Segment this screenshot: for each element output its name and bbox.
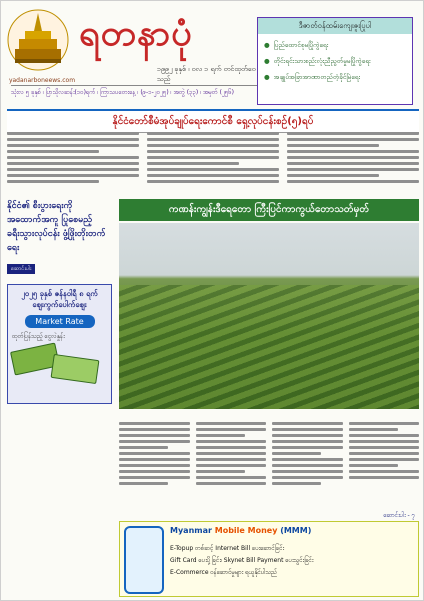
objective-text: ပြည်ထောင်စုမပြိုကွဲရေး <box>273 41 329 49</box>
issue-info: ၁၉၉၂ ခုနှစ် ၊ ဝလ ၁ ရက် တင်ထုတ်ဝေသည် <box>157 65 256 83</box>
text-column <box>349 419 420 509</box>
feature-article-body <box>119 419 419 509</box>
text-column <box>287 129 419 191</box>
ad-title: Myanmar Mobile Money (MMM) <box>170 526 312 535</box>
objective-text: တိုင်းရင်းသားစည်းလုံးညီညွတ်မှုမပြိုကွဲရေး <box>273 57 371 65</box>
continued-link[interactable]: ဆောင်းပါး - ၇ <box>383 512 415 519</box>
objective-text: အချုပ်အခြာအာဏာတည်တံ့ခိုင်မြဲရေး <box>273 73 361 81</box>
mobile-phone-icon <box>124 526 164 594</box>
objective-item <box>264 57 406 67</box>
masthead <box>7 7 265 103</box>
market-rate-text: ထုတ်ပြန်သည့် ငွေလဲနှုန်း <box>12 333 65 340</box>
lead-headline[interactable]: နိုင်ငံတော်စီမံအုပ်ချုပ်ရေးကောင်စီ ရှေ့လုပ်ငန်းစဉ်(၅)ရပ် <box>7 109 419 133</box>
mmm-advertisement[interactable] <box>119 521 419 597</box>
bullet-icon: ● <box>264 41 270 49</box>
article-tag: ဆောင်းပါး <box>7 264 35 274</box>
newspaper-title: ရတနာပုံ <box>79 12 193 54</box>
market-rate-box <box>7 284 112 404</box>
ad-line: E-Topup တစ်ဆင့် Internet Bill ပေးဆောင်ခြင်း <box>170 545 285 552</box>
sidebar <box>7 199 112 599</box>
text-column <box>196 419 267 509</box>
pagoda-logo-icon <box>7 9 69 71</box>
objective-item <box>264 73 406 83</box>
market-rate-heading: ၂၀၂၅ ခုနှစ် ဇန်နဝါရီ ၈ ရက် ဈေးကွက်ပေါက်ဈေး <box>21 289 98 309</box>
text-column <box>7 129 139 191</box>
ad-line: E-Commerce ဝန်ဆောင်မှုများ ရယူနိုင်ပါသည် <box>170 569 277 576</box>
site-url: yadanarboneews.com <box>8 77 76 84</box>
text-column <box>119 419 190 509</box>
sidebar-headline[interactable]: နိုင်ငံ၏ စီးပွားရေးကို အထောက်အကူ ပြုစေမည့် ခရီးသွားလုပ်ငန်း ဖွံ့ဖြိုးတိုးတက်ရေး <box>7 201 106 253</box>
mangrove-photo <box>119 223 419 409</box>
text-column <box>272 419 343 509</box>
banknote-icon <box>51 354 100 384</box>
bullet-icon: ● <box>264 73 270 81</box>
objective-item <box>264 41 406 51</box>
text-column <box>147 129 279 191</box>
objectives-box <box>257 17 413 105</box>
banknotes-image <box>12 347 107 387</box>
market-rate-badge: Market Rate <box>25 315 95 328</box>
objectives-heading: ဒီဇာတ်ဝန်ထမ်းကျေးဇူးပြုပါ <box>258 18 412 34</box>
feature-headline[interactable]: ကဏန်းကျွန်းဒီရေတော ကြီးပြင်ကာကွယ်တောသတ်မှတ် <box>119 199 419 221</box>
ad-line: Gift Card ပေးပို့ခြင်း၊ Skynet Bill Payment ပေးသွင်းခြင်း <box>170 557 314 564</box>
bullet-icon: ● <box>264 57 270 65</box>
lead-article-body <box>7 129 419 191</box>
dateline: သုံးလ ၅ ခုနှစ် ၊ ပြာသိုလဆန်း(၁၀)ရက် ၊ ကြာသပတေးနေ့ ၊ (၉-၁-၂၀၂၅) ၊ အတွဲ (၃၃) ၊ အမှတ် (၂၅၆) <box>11 85 267 97</box>
